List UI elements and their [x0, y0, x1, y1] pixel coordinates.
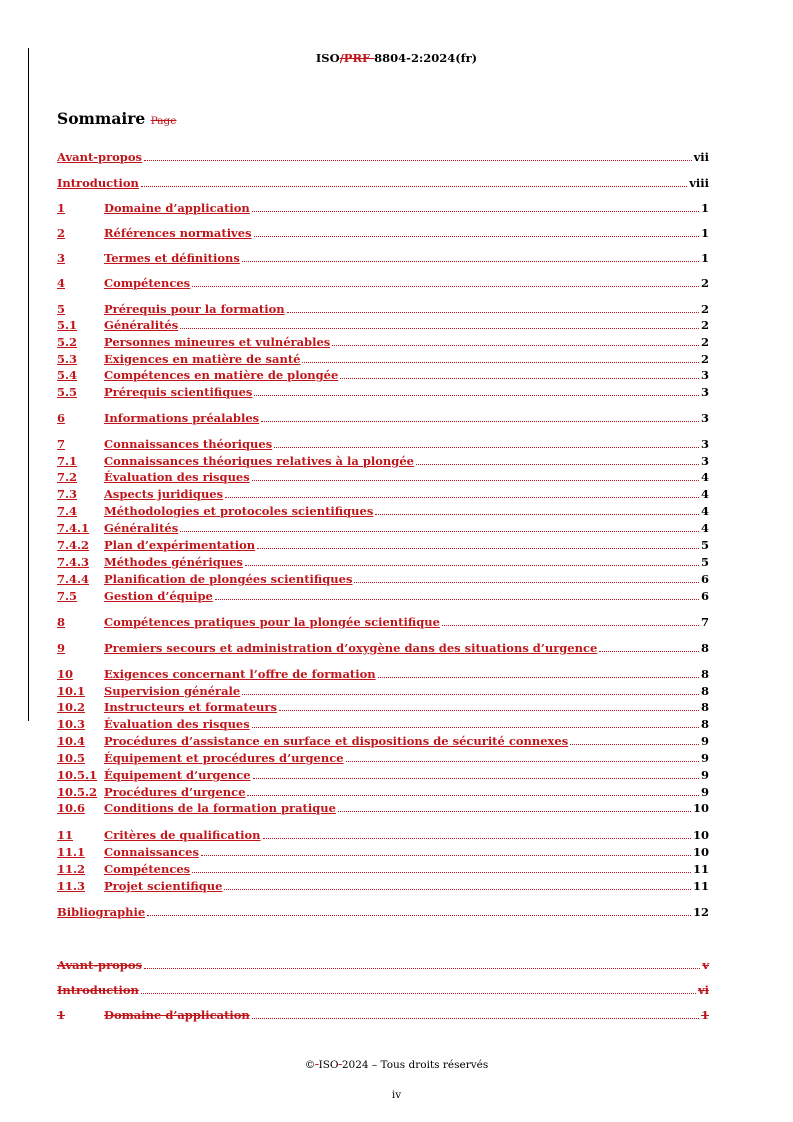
toc-entry[interactable]: [57, 801, 709, 815]
toc-entry[interactable]: [57, 368, 709, 382]
toc-entry-number: 10.6: [57, 801, 86, 815]
deleted-toc-entry[interactable]: [57, 958, 709, 972]
toc-entry-page: 10: [692, 828, 709, 842]
toc-entry-label: Évaluation des risques: [104, 717, 250, 731]
toc-dot-leader: [279, 709, 699, 711]
toc-entry-number: 10.5.1: [57, 768, 98, 782]
toc-entry-label: Introduction: [57, 176, 139, 190]
toc-entry-label: Procédures d’assistance en surface et dispositions de sécurité connexes: [104, 734, 569, 748]
toc-dot-leader: [245, 564, 699, 566]
toc-entry[interactable]: [57, 251, 709, 265]
toc-entry[interactable]: [57, 201, 709, 215]
toc-dot-leader: [201, 854, 691, 856]
toc-dot-leader: [215, 598, 699, 600]
toc-entry-number: 11.3: [57, 879, 86, 893]
toc-entry-number: 5: [57, 302, 66, 316]
toc-dot-leader: [141, 185, 687, 187]
toc-entry[interactable]: [57, 385, 709, 399]
document-header: [0, 51, 793, 65]
toc-entry-label: Généralités: [104, 521, 179, 535]
footer-copyright-symbol: ©: [304, 1059, 316, 1071]
toc-dot-leader: [192, 871, 691, 873]
toc-entry-page: 1: [700, 201, 709, 215]
footer-iso: ISO: [318, 1059, 339, 1071]
toc-entry-number: 10.3: [57, 717, 86, 731]
toc-entry-label: Prérequis scientifiques: [104, 385, 253, 399]
toc-entry-label: Équipement d’urgence: [104, 768, 251, 782]
toc-dot-leader: [354, 581, 699, 583]
toc-entry-page: 5: [700, 555, 709, 569]
toc-entry-number: 10.2: [57, 700, 86, 714]
toc-entry[interactable]: [57, 572, 709, 586]
toc-entry-page: 10: [692, 801, 709, 815]
toc-entry-label: Compétences pratiques pour la plongée scientifique: [104, 615, 440, 629]
toc-entry-label: Avant-propos: [57, 958, 142, 972]
toc-entry-label: Domaine d’application: [104, 1008, 250, 1022]
toc-entry[interactable]: [57, 589, 709, 603]
toc-entry[interactable]: [57, 411, 709, 425]
toc-entry-page: 3: [700, 368, 709, 382]
toc-entry-number: 5.1: [57, 318, 78, 332]
toc-entry-number: 5.5: [57, 385, 78, 399]
toc-entry-label: Connaissances théoriques: [104, 437, 273, 451]
toc-dot-leader: [180, 530, 699, 532]
toc-entry[interactable]: [57, 335, 709, 349]
toc-entry[interactable]: [57, 555, 709, 569]
toc-entry-page: 4: [700, 504, 709, 518]
toc-dot-leader: [302, 361, 699, 363]
toc-entry-label: Méthodes génériques: [104, 555, 243, 569]
toc-entry[interactable]: [57, 828, 709, 842]
toc-entry-page: vi: [697, 983, 709, 997]
toc-entry-page: 6: [700, 572, 709, 586]
header-deleted-text: /PRF: [339, 51, 375, 65]
toc-dot-leader: [378, 676, 699, 678]
toc-dot-leader: [332, 344, 699, 346]
toc-dot-leader: [375, 513, 699, 515]
toc-entry-page: 4: [700, 470, 709, 484]
toc-dot-leader: [242, 260, 699, 262]
toc-entry[interactable]: [57, 521, 709, 535]
toc-entry-number: 7.4.2: [57, 538, 90, 552]
toc-entry-label: Compétences en matière de plongée: [104, 368, 339, 382]
toc-entry-label: Personnes mineures et vulnérables: [104, 335, 331, 349]
toc-dot-leader: [225, 496, 699, 498]
title-deleted-page-label: Page: [150, 115, 177, 127]
toc-dot-leader: [253, 777, 699, 779]
toc-dot-leader: [144, 967, 700, 969]
toc-entry-page: 4: [700, 521, 709, 535]
toc-entry-label: Prérequis pour la formation: [104, 302, 285, 316]
toc-dot-leader: [247, 794, 699, 796]
toc-entry-number: 10.5: [57, 751, 86, 765]
toc-entry-page: 2: [700, 318, 709, 332]
toc-dot-leader: [570, 743, 699, 745]
toc-entry[interactable]: [57, 276, 709, 290]
toc-entry[interactable]: [57, 176, 709, 190]
toc-entry-page: viii: [689, 176, 709, 190]
toc-dot-leader: [224, 888, 691, 890]
toc-entry[interactable]: [57, 470, 709, 484]
toc-entry-number: 7.4.1: [57, 521, 90, 535]
deleted-toc-entry[interactable]: [57, 1008, 709, 1022]
change-bar: [28, 48, 29, 721]
toc-entry-page: 8: [700, 700, 709, 714]
toc-entry[interactable]: [57, 879, 709, 893]
toc-dot-leader: [261, 420, 699, 422]
toc-entry[interactable]: [57, 667, 709, 681]
toc-entry[interactable]: [57, 318, 709, 332]
toc-entry[interactable]: [57, 150, 709, 164]
toc-entry-label: Informations préalables: [104, 411, 260, 425]
toc-entry[interactable]: [57, 615, 709, 629]
toc-entry-page: 11: [692, 862, 709, 876]
toc-entry-page: 8: [700, 641, 709, 655]
toc-entry-label: Bibliographie: [57, 905, 146, 919]
toc-dot-leader: [192, 285, 699, 287]
toc-entry-number: 11.2: [57, 862, 86, 876]
toc-entry-label: Avant-propos: [57, 150, 142, 164]
toc-dot-leader: [274, 446, 699, 448]
toc-entry-page: 6: [700, 589, 709, 603]
toc-entry-label: Introduction: [57, 983, 139, 997]
toc-entry-label: Aspects juridiques: [104, 487, 224, 501]
toc-entry-label: Projet scientifique: [104, 879, 223, 893]
toc-entry[interactable]: [57, 352, 709, 366]
toc-entry[interactable]: [57, 700, 709, 714]
toc-entry-page: 10: [692, 845, 709, 859]
toc-entry-number: 10.5.2: [57, 785, 98, 799]
toc-entry[interactable]: [57, 487, 709, 501]
toc-entry-label: Compétences: [104, 276, 191, 290]
toc-entry-page: v: [702, 958, 709, 972]
toc-entry[interactable]: [57, 504, 709, 518]
toc-dot-leader: [254, 394, 699, 396]
toc-entry-number: 7.4.4: [57, 572, 90, 586]
toc-entry-number: 10: [57, 667, 74, 681]
footer-rights-text: 2024 – Tous droits réservés: [341, 1059, 489, 1071]
toc-entry-label: Plan d’expérimentation: [104, 538, 256, 552]
toc-dot-leader: [442, 624, 699, 626]
toc-entry[interactable]: [57, 684, 709, 698]
toc-entry-page: 1: [700, 1008, 709, 1022]
toc-entry-page: 8: [700, 684, 709, 698]
title-text: Sommaire: [57, 109, 146, 128]
toc-entry-label: Connaissances: [104, 845, 199, 859]
toc-entry-page: 9: [700, 785, 709, 799]
toc-entry-page: 8: [700, 717, 709, 731]
toc-entry-page: 1: [700, 251, 709, 265]
toc-entry-label: Méthodologies et protocoles scientifiques: [104, 504, 374, 518]
deleted-toc-entry[interactable]: [57, 983, 709, 997]
toc-dot-leader: [242, 693, 699, 695]
toc-dot-leader: [252, 726, 699, 728]
page-title: [57, 109, 177, 128]
toc-entry[interactable]: [57, 845, 709, 859]
toc-dot-leader: [287, 311, 699, 313]
toc-dot-leader: [599, 650, 699, 652]
toc-entry-number: 7.1: [57, 454, 78, 468]
toc-entry-number: 5.4: [57, 368, 78, 382]
toc-entry-label: Domaine d’application: [104, 201, 250, 215]
toc-dot-leader: [141, 992, 696, 994]
toc-dot-leader: [180, 327, 699, 329]
toc-entry-page: vii: [693, 150, 709, 164]
toc-entry-number: 7.4: [57, 504, 78, 518]
toc-entry-number: 7: [57, 437, 66, 451]
toc-dot-leader: [144, 159, 692, 161]
toc-entry-number: 7.4.3: [57, 555, 90, 569]
toc-entry-label: Planification de plongées scientifiques: [104, 572, 353, 586]
toc-entry-page: 2: [700, 352, 709, 366]
toc-entry-page: 3: [700, 454, 709, 468]
toc-entry-number: 2: [57, 226, 66, 240]
toc-entry-page: 4: [700, 487, 709, 501]
copyright-footer: [0, 1059, 793, 1071]
toc-entry-number: 10.1: [57, 684, 86, 698]
toc-dot-leader: [257, 547, 699, 549]
toc-entry[interactable]: [57, 862, 709, 876]
toc-entry-label: Compétences: [104, 862, 191, 876]
toc-entry-number: 9: [57, 641, 66, 655]
toc-entry-label: Exigences concernant l’offre de formation: [104, 667, 376, 681]
toc-entry-label: Références normatives: [104, 226, 252, 240]
toc-entry-number: 11.1: [57, 845, 86, 859]
toc-dot-leader: [346, 760, 699, 762]
toc-entry[interactable]: [57, 905, 709, 919]
toc-entry-label: Critères de qualification: [104, 828, 261, 842]
toc-dot-leader: [338, 810, 691, 812]
toc-entry-page: 5: [700, 538, 709, 552]
toc-entry[interactable]: [57, 717, 709, 731]
toc-entry-number: 10.4: [57, 734, 86, 748]
toc-entry-label: Instructeurs et formateurs: [104, 700, 277, 714]
toc-entry-page: 3: [700, 385, 709, 399]
toc-entry-page: 7: [700, 615, 709, 629]
toc-entry-number: 6: [57, 411, 66, 425]
toc-entry-label: Évaluation des risques: [104, 470, 250, 484]
toc-entry-page: 3: [700, 437, 709, 451]
toc-entry-number: 7.5: [57, 589, 78, 603]
toc-dot-leader: [252, 210, 699, 212]
toc-entry-page: 1: [700, 226, 709, 240]
toc-entry-label: Généralités: [104, 318, 179, 332]
toc-entry-label: Termes et définitions: [104, 251, 240, 265]
toc-entry-page: 9: [700, 768, 709, 782]
toc-entry-page: 11: [692, 879, 709, 893]
toc-dot-leader: [340, 377, 699, 379]
toc-entry-number: 7.3: [57, 487, 78, 501]
toc-entry[interactable]: [57, 226, 709, 240]
toc-entry-number: 11: [57, 828, 74, 842]
toc-entry-page: 3: [700, 411, 709, 425]
toc-entry-number: 8: [57, 615, 66, 629]
toc-entry[interactable]: [57, 734, 709, 748]
toc-dot-leader: [263, 837, 691, 839]
toc-entry-label: Premiers secours et administration d’oxygène dans des situations d’urgence: [104, 641, 598, 655]
toc-entry-label: Exigences en matière de santé: [104, 352, 301, 366]
toc-entry-number: 5.3: [57, 352, 78, 366]
toc-entry-page: 12: [692, 905, 709, 919]
page-number: iv: [391, 1089, 402, 1101]
toc-entry[interactable]: [57, 538, 709, 552]
toc-entry-number: 1: [57, 1008, 66, 1022]
toc-entry[interactable]: [57, 437, 709, 451]
toc-entry-number: 4: [57, 276, 66, 290]
header-standard-number: 8804-2:2024(fr): [374, 51, 478, 65]
toc-dot-leader: [252, 1017, 699, 1019]
header-standard-prefix: ISO: [315, 51, 340, 65]
toc-entry[interactable]: [57, 454, 709, 468]
toc-dot-leader: [252, 479, 699, 481]
toc-entry-page: 9: [700, 734, 709, 748]
toc-entry-page: 8: [700, 667, 709, 681]
toc-entry[interactable]: [57, 641, 709, 655]
toc-entry-page: 2: [700, 302, 709, 316]
toc-entry-label: Connaissances théoriques relatives à la plongée: [104, 454, 414, 468]
toc-dot-leader: [254, 235, 699, 237]
toc-entry-label: Procédures d’urgence: [104, 785, 246, 799]
toc-entry[interactable]: [57, 785, 709, 799]
toc-entry-number: 5.2: [57, 335, 78, 349]
toc-dot-leader: [416, 463, 699, 465]
toc-entry-number: 3: [57, 251, 66, 265]
toc-entry[interactable]: [57, 768, 709, 782]
toc-entry-label: Gestion d’équipe: [104, 589, 213, 603]
toc-entry-label: Équipement et procédures d’urgence: [104, 751, 344, 765]
toc-entry-number: 1: [57, 201, 66, 215]
toc-entry-label: Conditions de la formation pratique: [104, 801, 336, 815]
toc-entry[interactable]: [57, 751, 709, 765]
toc-entry-label: Supervision générale: [104, 684, 241, 698]
toc-entry-number: 7.2: [57, 470, 78, 484]
toc-entry-page: 2: [700, 335, 709, 349]
toc-entry-page: 9: [700, 751, 709, 765]
toc-entry-page: 2: [700, 276, 709, 290]
toc-entry[interactable]: [57, 302, 709, 316]
toc-dot-leader: [147, 914, 691, 916]
